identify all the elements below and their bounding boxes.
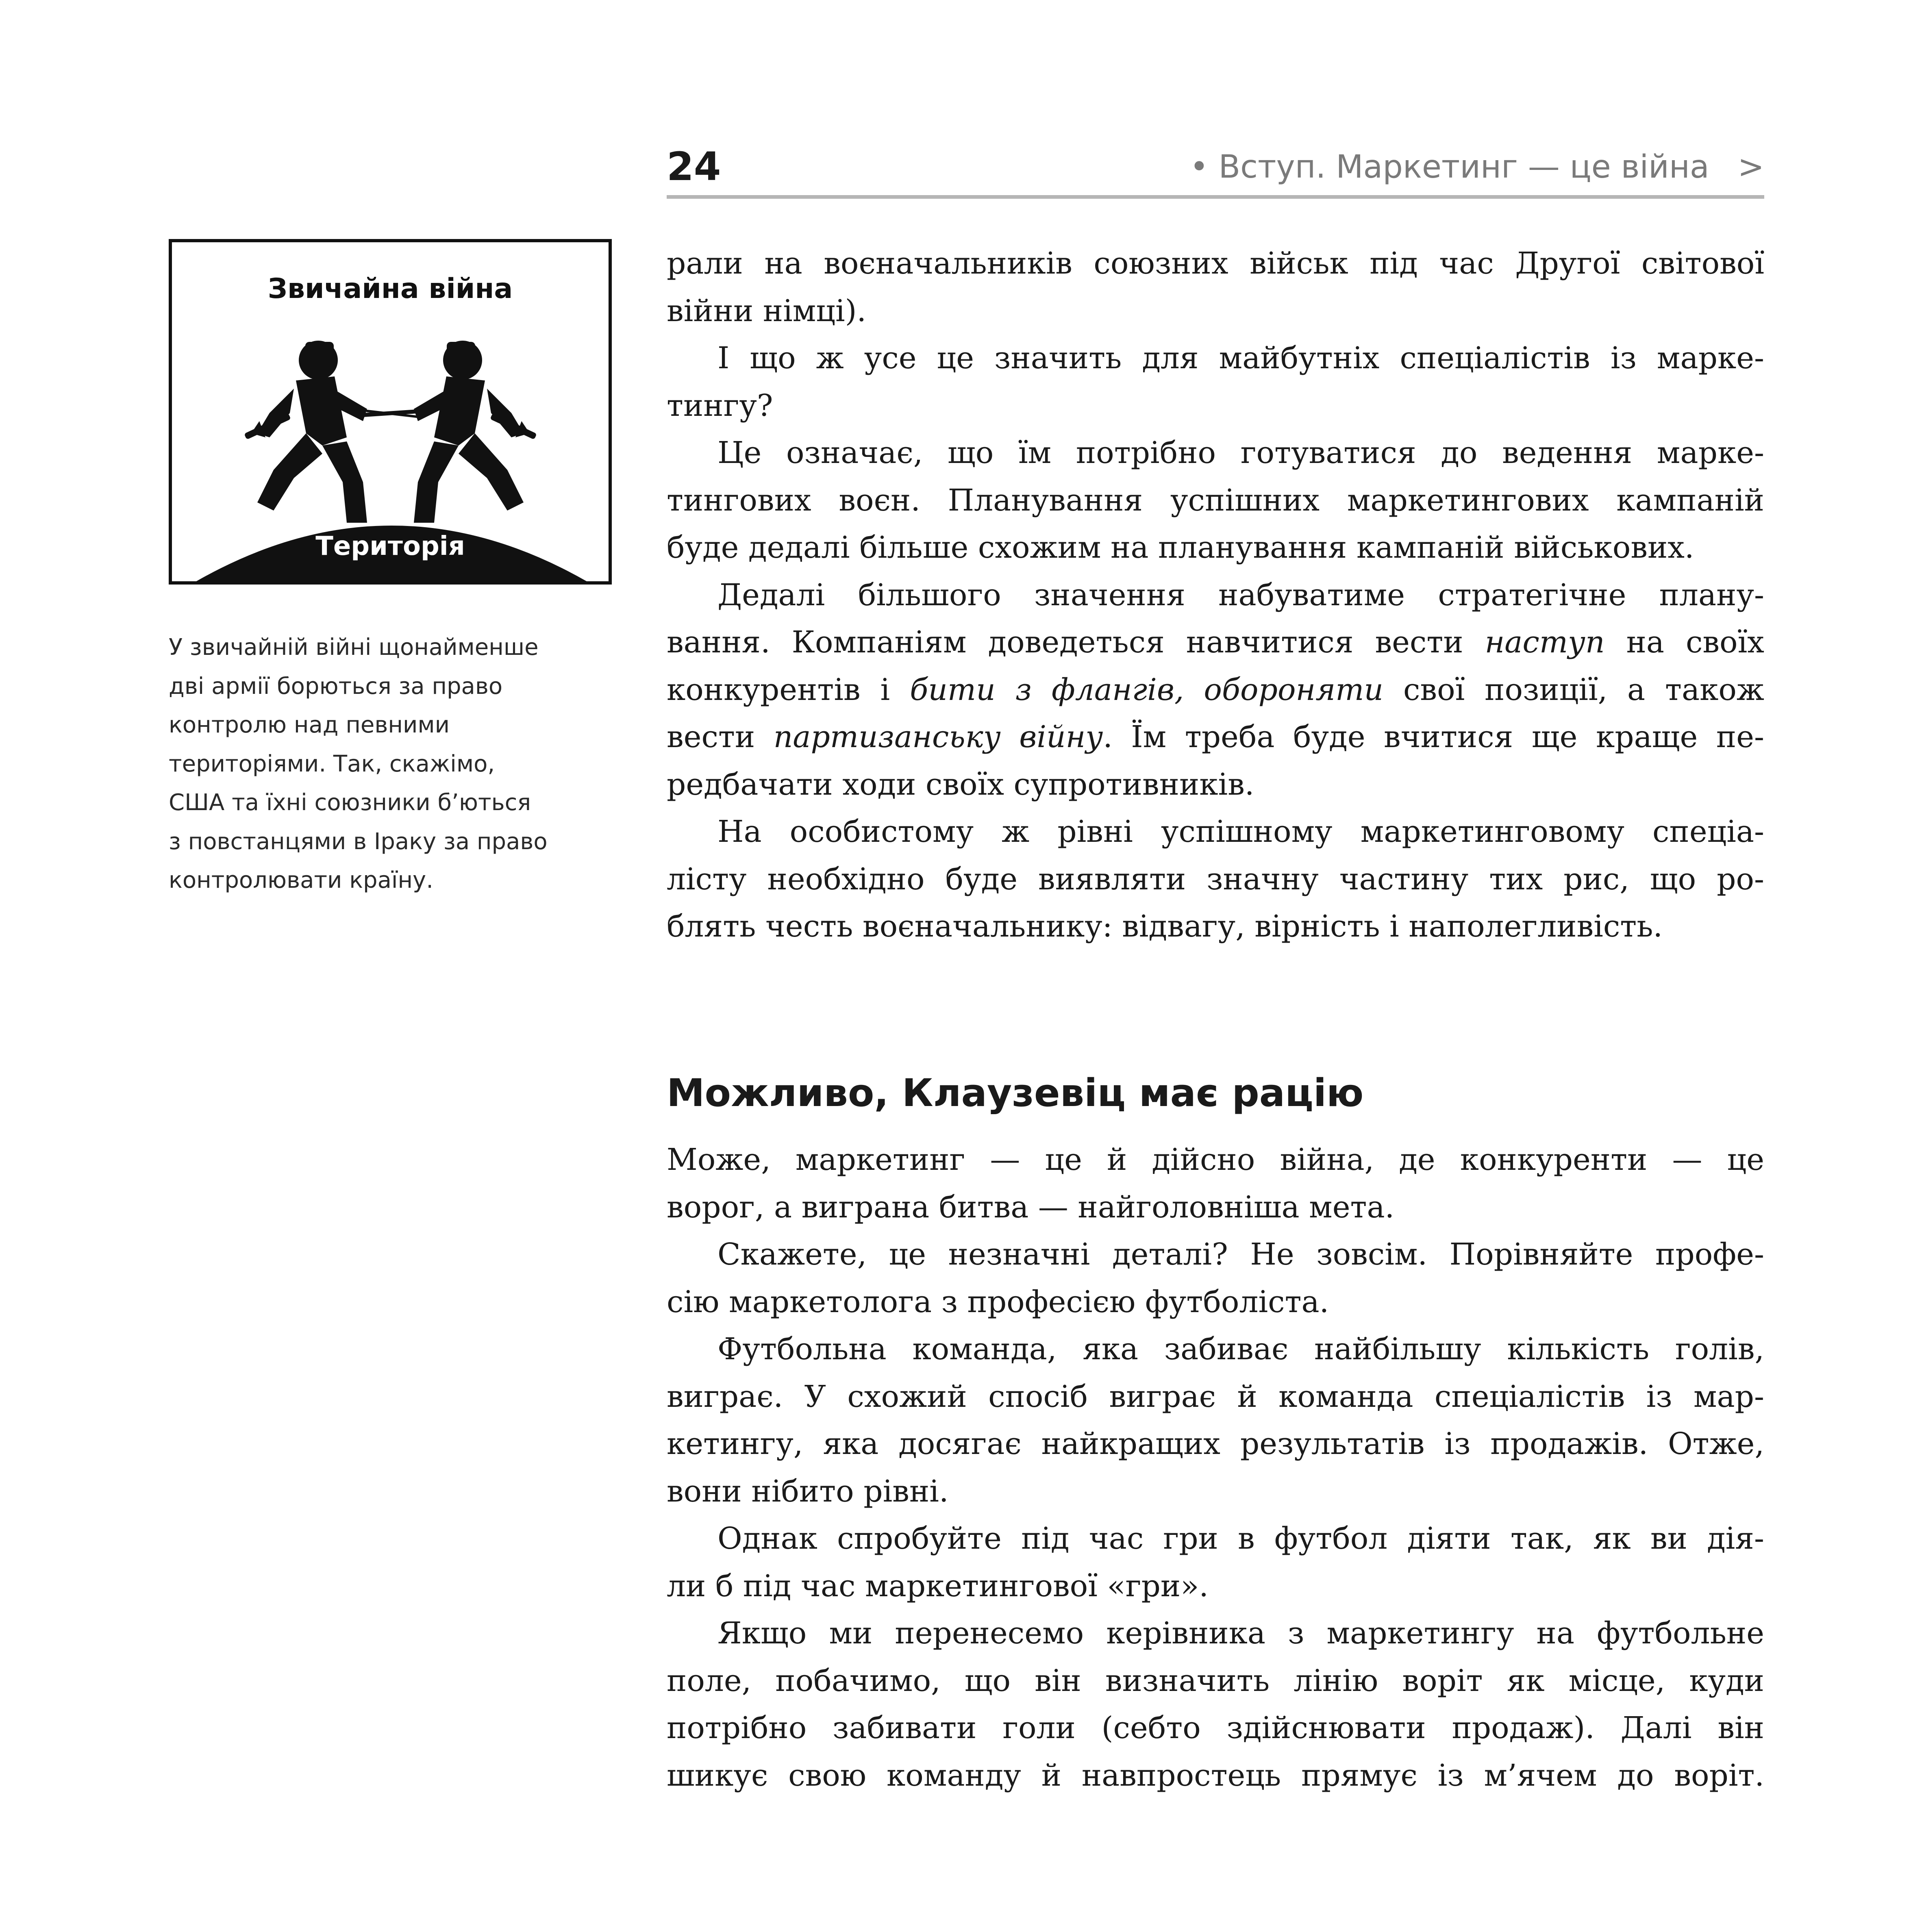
emphasis: партизанську війну: [773, 719, 1103, 754]
paragraph: [667, 1610, 1764, 1799]
text-line: рали на воєначальників союзних військ під час Другої світової: [667, 246, 1764, 281]
paragraph: [667, 335, 1764, 429]
text-line: поле, побачимо, що він визначить лінію воріт як місце, куди: [667, 1663, 1764, 1698]
paragraph: [667, 572, 1764, 808]
emphasis: наступ: [1485, 625, 1605, 660]
paragraph: [667, 1231, 1764, 1326]
caption-line: з повстанцями в Іраку за право: [169, 828, 548, 855]
text-line: Може, маркетинг — це й дійсно війна, де конкуренти — це: [667, 1142, 1764, 1177]
text-line: кетингу, яка досягає найкращих результатів із продажів. Отже,: [667, 1426, 1764, 1461]
text-line: Це означає, що їм потрібно готуватися до ведення марке-: [717, 435, 1764, 470]
text-line: вони нібито рівні.: [667, 1473, 949, 1509]
text-line: ворог, а виграна битва — найголовніша мета.: [667, 1189, 1395, 1225]
text-line: Дедалі більшого значення набуватиме стратегічне плану-: [717, 577, 1764, 613]
chevron-right-icon: >: [1737, 149, 1764, 185]
caption-line: територіями. Так, скажімо,: [169, 750, 495, 777]
figure-title: Звичайна війна: [267, 273, 513, 305]
text-line: буде дедалі більше схожим на планування кампаній військових.: [667, 530, 1694, 565]
paragraph: [667, 808, 1764, 950]
text-line: вести партизанську війну. Їм треба буде вчитися ще краще пе-: [667, 719, 1764, 754]
figure-caption: [169, 628, 620, 900]
section-heading: Можливо, Клаузевіц має рацію: [667, 1071, 1364, 1115]
section-text: [667, 1136, 1764, 1799]
text-line: потрібно забивати голи (себто здійснювати продаж). Далі він: [667, 1710, 1764, 1745]
paragraph: [667, 1136, 1764, 1231]
intro-text: [667, 240, 1764, 950]
paragraph: [667, 240, 1764, 335]
text-line: Футбольна команда, яка забиває найбільшу кількість голів,: [717, 1332, 1764, 1367]
text-line: І що ж усе це значить для майбутніх спеціалістів із марке-: [717, 341, 1764, 376]
text-line: тингу?: [667, 388, 773, 423]
caption-line: У звичайній війні щонайменше: [169, 634, 539, 661]
figure-territory-label: Територія: [315, 531, 465, 561]
text-line: На особистому ж рівні успішному маркетинговому спеціа-: [717, 814, 1764, 849]
running-header: [667, 144, 1764, 199]
paragraph: [667, 429, 1764, 572]
text-line: блять честь воєначальнику: відвагу, вірність і наполегливість.: [667, 909, 1663, 944]
paragraph: [667, 1515, 1764, 1610]
text-line: війни німці).: [667, 293, 867, 328]
text-line: лісту необхідно буде виявляти значну частину тих рис, що ро-: [667, 861, 1764, 897]
text-line: Однак спробуйте під час гри в футбол діяти так, як ви дія-: [717, 1521, 1764, 1556]
text-line: редбачати ходи своїх супротивників.: [667, 767, 1254, 802]
emphasis: бити з флангів, обороняти: [910, 672, 1384, 707]
caption-line: контролю над певними: [169, 712, 450, 738]
text-line: ли б під час маркетингової «гри».: [667, 1568, 1209, 1604]
text-line: Скажете, це незначні деталі? Не зовсім. Порівняйте профе-: [717, 1237, 1764, 1272]
paragraph: [667, 1326, 1764, 1515]
figure-conventional-war: [169, 239, 612, 585]
page-number: 24: [667, 144, 721, 189]
caption-line: контролювати країну.: [169, 867, 433, 893]
caption-line: дві армії борються за право: [169, 673, 503, 700]
text-line: вання. Компаніям доведеться навчитися вести наступ на своїх: [667, 625, 1765, 660]
text-line: Якщо ми перенесемо керівника з маркетингу на футбольне: [717, 1616, 1764, 1651]
text-line: конкурентів і бити з флангів, обороняти свої позиції, а також: [667, 672, 1764, 707]
text-line: виграє. У схожий спосіб виграє й команда спеціалістів із мар-: [667, 1379, 1764, 1414]
running-title-text: • Вступ. Маркетинг — це війна: [1189, 149, 1709, 185]
text-line: шикує свою команду й навпростець прямує із м’ячем до воріт.: [667, 1758, 1764, 1793]
text-line: сію маркетолога з професією футболіста.: [667, 1284, 1329, 1319]
caption-line: США та їхні союзники б’ються: [169, 789, 531, 816]
running-title: [1190, 147, 1764, 187]
text-line: тингових воєн. Планування успішних маркетингових кампаній: [667, 482, 1764, 518]
